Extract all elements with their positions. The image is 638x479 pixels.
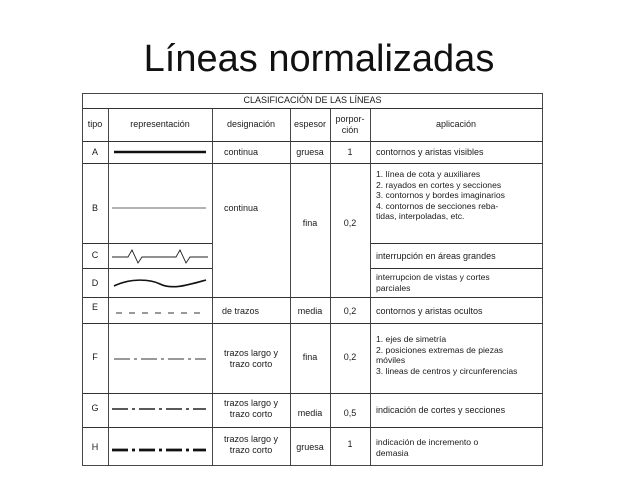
row-H-aplicacion — [376, 437, 540, 458]
row-G-proporcion: 0,5 — [343, 408, 357, 418]
row-B-aplicacion — [376, 169, 540, 222]
row-B-designacion: continua — [224, 203, 259, 213]
row-E-designacion: de trazos — [222, 306, 260, 316]
row-C-tipo: C — [91, 250, 99, 260]
row-E-tipo: E — [91, 302, 98, 312]
row-B-aplicacion-item: 2. rayados en cortes y secciones — [376, 179, 502, 190]
line-sample-D — [114, 280, 206, 287]
row-B-tipo: B — [91, 203, 98, 213]
row-H-designacion — [212, 434, 290, 456]
row-H-designacion-line2: trazo corto — [229, 445, 273, 455]
line-sample-C — [112, 250, 208, 263]
header-representacion: representación — [130, 119, 190, 129]
row-B-espesor: fina — [302, 218, 318, 228]
row-F-designacion-line2: trazo corto — [229, 359, 273, 369]
row-H-proporcion: 1 — [347, 439, 353, 449]
row-E-proporcion: 0,2 — [343, 306, 357, 316]
header-proporcion-line1: porpor- — [335, 114, 365, 124]
line-samples — [112, 152, 208, 450]
row-F-aplicacion — [376, 334, 540, 376]
row-F-aplicacion-item: 1. ejes de simetría — [376, 334, 447, 344]
row-F-aplicacion-item: móviles — [376, 355, 406, 365]
row-H-designacion-line1: trazos largo y — [223, 434, 279, 444]
header-aplicacion: aplicación — [435, 119, 477, 129]
row-F-designacion — [212, 348, 290, 370]
header-proporcion — [330, 114, 370, 138]
row-B-aplicacion-item: tidas, interpoladas, etc. — [376, 211, 465, 221]
header-designacion: designación — [226, 119, 276, 129]
row-G-designacion-line2: trazo corto — [229, 409, 273, 419]
row-A-aplicacion: contornos y aristas visibles — [376, 147, 484, 157]
row-D-aplicacion-item: parciales — [376, 282, 411, 293]
row-E-aplicacion: contornos y aristas ocultos — [376, 306, 483, 316]
header-proporcion-line2: ción — [341, 125, 359, 135]
row-H-aplicacion-item: demasia — [376, 447, 409, 458]
table-caption: CLASIFICACIÓN DE LAS LÍNEAS — [243, 95, 382, 105]
row-B-proporcion: 0,2 — [343, 218, 357, 228]
row-D-aplicacion — [376, 272, 540, 293]
row-F-designacion-line1: trazos largo y — [223, 348, 279, 358]
row-H-aplicacion-item: indicación de incremento o — [376, 437, 479, 447]
row-A-designacion: continua — [224, 147, 259, 157]
header-espesor: espesor — [293, 119, 327, 129]
row-C-aplicacion: interrupción en áreas grandes — [376, 251, 496, 261]
row-B-aplicacion-item: 1. línea de cota y auxiliares — [376, 169, 481, 179]
row-D-tipo: D — [91, 278, 99, 288]
row-F-espesor: fina — [302, 352, 318, 362]
header-tipo: tipo — [87, 119, 103, 129]
row-G-designacion-line1: trazos largo y — [223, 398, 279, 408]
row-G-tipo: G — [91, 403, 99, 413]
row-F-tipo: F — [92, 352, 98, 362]
row-E-espesor: media — [297, 306, 323, 316]
row-G-aplicacion: indicación de cortes y secciones — [376, 405, 506, 415]
row-H-tipo: H — [91, 442, 99, 452]
row-B-aplicacion-item: 4. contornos de secciones reba- — [376, 200, 499, 211]
row-H-espesor: gruesa — [296, 442, 324, 452]
row-A-proporcion: 1 — [347, 147, 353, 157]
row-G-espesor: media — [297, 408, 323, 418]
row-F-aplicacion-item: 2. posiciones extremas de piezas — [376, 344, 504, 355]
row-B-aplicacion-item: 3. contornos y bordes imaginarios — [376, 190, 505, 200]
row-A-espesor: gruesa — [296, 147, 324, 157]
row-D-aplicacion-item: interrupcion de vistas y cortes — [376, 272, 490, 282]
slide-title: Líneas normalizadas — [143, 38, 495, 80]
row-F-aplicacion-item: 3. lineas de centros y circunferencias — [376, 365, 518, 376]
row-G-designacion — [212, 398, 290, 420]
row-F-proporcion: 0,2 — [343, 352, 357, 362]
row-A-tipo: A — [91, 147, 98, 157]
